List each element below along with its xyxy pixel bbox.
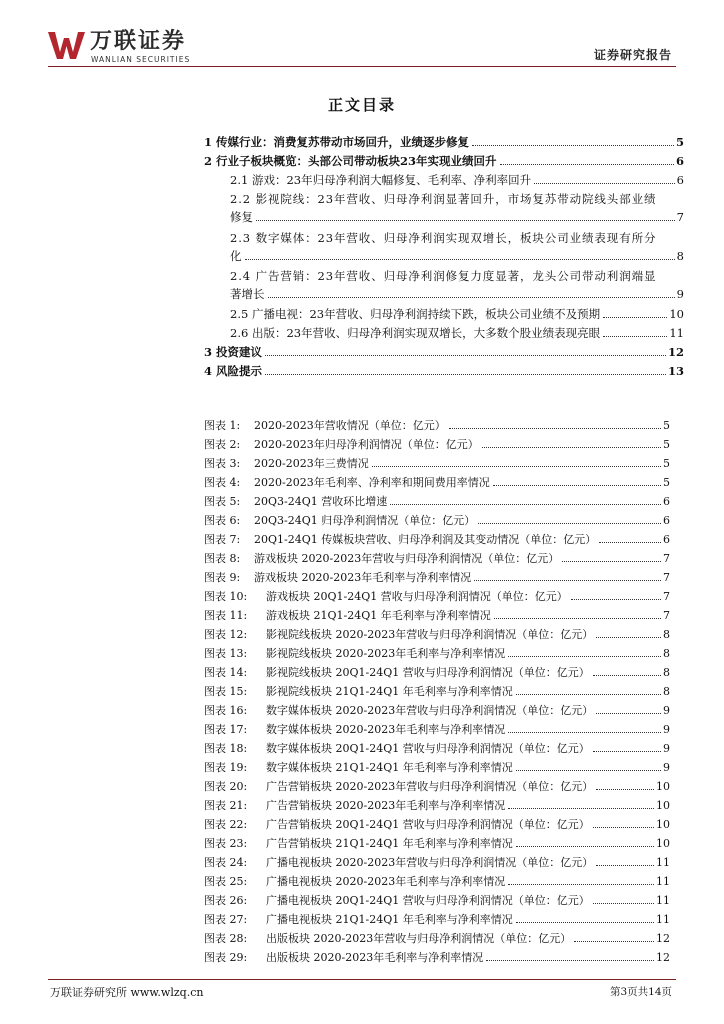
figure-label: 图表 24:: [204, 856, 248, 869]
toc-page-number: 9: [676, 287, 684, 301]
figure-page-number: 7: [663, 609, 670, 622]
figure-entry[interactable]: [204, 760, 670, 776]
figure-title: 影视院线板块 2020-2023年毛利率与净利率情况: [266, 647, 506, 660]
figure-title: 广播电视板块 2020-2023年营收与归母净利润情况（单位：亿元）: [266, 856, 594, 869]
figure-label: 图表 19:: [204, 761, 248, 774]
figure-label: 图表 23:: [204, 837, 248, 850]
figure-label: 图表 26:: [204, 894, 248, 907]
toc-entry-3[interactable]: [204, 344, 684, 360]
toc-entry-1[interactable]: [204, 134, 684, 150]
figure-label: 图表 11:: [204, 609, 248, 622]
figure-entry[interactable]: [204, 513, 670, 529]
toc-page-number: 5: [675, 135, 684, 149]
figure-label: 图表 9:: [204, 571, 241, 584]
footer-divider: [48, 979, 676, 980]
dot-leader: [516, 770, 661, 771]
dot-leader: [603, 317, 667, 318]
toc-entry-title: 出版：23年营收、归母净利润实现双增长，大多数个股业绩表现亮眼: [251, 326, 601, 340]
dot-leader: [596, 789, 654, 790]
figure-page-number: 9: [663, 761, 670, 774]
toc-page-number: 13: [667, 364, 684, 378]
figure-entry[interactable]: [204, 836, 670, 852]
figure-page-number: 6: [663, 533, 670, 546]
figure-label: 图表 15:: [204, 685, 248, 698]
figure-title: 广告营销板块 21Q1-24Q1 年毛利率与净利率情况: [266, 837, 513, 850]
dot-leader: [449, 428, 661, 429]
figure-entry[interactable]: [204, 570, 670, 586]
figure-title: 广告营销板块 20Q1-24Q1 营收与归母净利润情况（单位：亿元）: [266, 818, 590, 831]
figure-page-number: 7: [663, 590, 670, 603]
figure-label: 图表 16:: [204, 704, 248, 717]
toc-num: 2.2: [230, 192, 251, 206]
figure-label: 图表 27:: [204, 913, 248, 926]
figure-page-number: 6: [663, 495, 670, 508]
figure-entry[interactable]: [204, 912, 670, 928]
toc-num: 2.4: [230, 269, 251, 283]
toc-page-number: 6: [675, 154, 684, 168]
dot-leader: [256, 220, 675, 221]
figure-entry[interactable]: [204, 931, 670, 947]
figure-entry[interactable]: [204, 646, 670, 662]
dot-leader: [265, 374, 666, 375]
figure-page-number: 9: [663, 742, 670, 755]
figure-label: 图表 14:: [204, 666, 248, 679]
dot-leader: [390, 504, 661, 505]
figure-title: 2020-2023年归母净利润情况（单位：亿元）: [254, 438, 479, 451]
figure-title: 数字媒体板块 20Q1-24Q1 营收与归母净利润情况（单位：亿元）: [266, 742, 590, 755]
figure-entry[interactable]: [204, 551, 670, 567]
figure-label: 图表 12:: [204, 628, 248, 641]
toc-page-number: 12: [667, 345, 684, 359]
figure-entry[interactable]: [204, 722, 670, 738]
figure-page-number: 8: [663, 666, 670, 679]
toc-num: 2.1: [230, 173, 249, 187]
toc-num: 3: [204, 345, 213, 359]
toc-entry-title-line1: 数字媒体：23年营收、归母净利润实现双增长，板块公司业绩表现有所分: [255, 231, 657, 245]
dot-leader: [493, 485, 661, 486]
figure-entry[interactable]: [204, 418, 670, 434]
figure-title: 影视院线板块 21Q1-24Q1 年毛利率与净利率情况: [266, 685, 513, 698]
figure-title: 广播电视板块 20Q1-24Q1 营收与归母净利润情况（单位：亿元）: [266, 894, 590, 907]
toc-entry-2-1[interactable]: [230, 172, 684, 188]
figure-title: 2020-2023年三费情况: [254, 457, 369, 470]
figure-page-number: 11: [656, 856, 670, 869]
dot-leader: [593, 675, 661, 676]
figure-page-number: 9: [663, 723, 670, 736]
logo-english-name: WANLIAN SECURITIES: [91, 55, 191, 64]
wanlian-logo-icon: [48, 30, 86, 60]
figure-label: 图表 29:: [204, 951, 248, 964]
figure-title: 20Q3-24Q1 营收环比增速: [254, 495, 388, 508]
figure-label: 图表 7:: [204, 533, 241, 546]
figure-page-number: 7: [663, 571, 670, 584]
figure-entry[interactable]: [204, 779, 670, 795]
figure-entry[interactable]: [204, 798, 670, 814]
figure-label: 图表 17:: [204, 723, 248, 736]
dot-leader: [472, 145, 674, 146]
dot-leader: [500, 164, 674, 165]
dot-leader: [603, 336, 667, 337]
dot-leader: [599, 542, 661, 543]
figure-page-number: 11: [656, 913, 670, 926]
figure-page-number: 6: [663, 514, 670, 527]
figure-entry[interactable]: [204, 665, 670, 681]
figure-label: 图表 28:: [204, 932, 248, 945]
dot-leader: [494, 618, 661, 619]
dot-leader: [508, 884, 654, 885]
dot-leader: [593, 751, 661, 752]
dot-leader: [245, 259, 675, 260]
dot-leader: [268, 297, 675, 298]
figure-page-number: 10: [656, 799, 670, 812]
figure-title: 2020-2023年毛利率、净利率和期间费用率情况: [254, 476, 490, 489]
dot-leader: [372, 466, 661, 467]
figure-label: 图表 5:: [204, 495, 241, 508]
toc-entry-title: 游戏：23年归母净利润大幅修复、毛利率、净利率回升: [251, 173, 532, 187]
page-header: [0, 0, 724, 70]
toc-entry-2-4[interactable]: [230, 267, 684, 302]
toc-entry-title: 风险提示: [216, 364, 263, 378]
dot-leader: [478, 523, 661, 524]
figure-entry[interactable]: [204, 589, 670, 605]
toc-entry-title-line2: 修复: [230, 210, 253, 224]
figure-page-number: 8: [663, 628, 670, 641]
figure-page-number: 12: [656, 951, 670, 964]
toc-page-number: 6: [676, 173, 684, 187]
toc-entry-title-line2: 化: [230, 249, 242, 263]
figure-entry[interactable]: [204, 437, 670, 453]
figure-entry[interactable]: [204, 874, 670, 890]
figure-page-number: 5: [663, 476, 670, 489]
dot-leader: [486, 960, 654, 961]
toc-entry-title: 行业子板块概览：头部公司带动板块23年实现业绩回升: [216, 154, 497, 168]
dot-leader: [516, 922, 654, 923]
toc-page-number: 8: [676, 249, 684, 263]
dot-leader: [508, 732, 661, 733]
figure-label: 图表 22:: [204, 818, 248, 831]
figure-title: 20Q3-24Q1 归母净利润情况（单位：亿元）: [254, 514, 476, 527]
dot-leader: [508, 656, 661, 657]
toc-num: 4: [204, 364, 213, 378]
toc-entry-title-line1: 影视院线：23年营收、归母净利润显著回升，市场复苏带动院线头部业绩: [255, 192, 657, 206]
figure-title: 游戏板块 2020-2023年毛利率与净利率情况: [254, 571, 472, 584]
figure-entry[interactable]: [204, 494, 670, 510]
figure-label: 图表 2:: [204, 438, 241, 451]
toc-entry-2-5[interactable]: [230, 306, 684, 322]
figure-entry[interactable]: [204, 703, 670, 719]
figure-page-number: 5: [663, 419, 670, 432]
dot-leader: [593, 903, 654, 904]
toc-entry-2-3[interactable]: [230, 229, 684, 264]
toc-page-number: 11: [669, 326, 684, 340]
company-logo: [48, 24, 248, 64]
figure-page-number: 10: [656, 837, 670, 850]
toc-page-number: 7: [676, 210, 684, 224]
figure-label: 图表 3:: [204, 457, 241, 470]
report-type-label: 证券研究报告: [593, 48, 672, 62]
figure-title: 数字媒体板块 21Q1-24Q1 年毛利率与净利率情况: [266, 761, 513, 774]
logo-chinese-name: 万联证券: [90, 29, 187, 54]
dot-leader: [562, 561, 661, 562]
figure-title: 游戏板块 2020-2023年营收与归母净利润情况（单位：亿元）: [254, 552, 560, 565]
figure-title: 影视院线板块 2020-2023年营收与归母净利润情况（单位：亿元）: [266, 628, 594, 641]
figure-title: 广告营销板块 2020-2023年毛利率与净利率情况: [266, 799, 506, 812]
figure-page-number: 10: [656, 818, 670, 831]
dot-leader: [534, 183, 675, 184]
figure-label: 图表 4:: [204, 476, 241, 489]
toc-entry-2-2[interactable]: [230, 190, 684, 225]
figure-title: 数字媒体板块 2020-2023年毛利率与净利率情况: [266, 723, 506, 736]
dot-leader: [516, 846, 654, 847]
figure-label: 图表 25:: [204, 875, 248, 888]
figure-page-number: 11: [656, 875, 670, 888]
toc-entry-4[interactable]: [204, 363, 684, 379]
figure-page-number: 7: [663, 552, 670, 565]
figure-title: 游戏板块 20Q1-24Q1 营收与归母净利润情况（单位：亿元）: [266, 590, 568, 603]
toc-page-number: 10: [669, 307, 684, 321]
figure-page-number: 9: [663, 704, 670, 717]
figure-page-number: 5: [663, 457, 670, 470]
dot-leader: [596, 637, 661, 638]
figure-title: 广播电视板块 21Q1-24Q1 年毛利率与净利率情况: [266, 913, 513, 926]
figure-title: 广播电视板块 2020-2023年毛利率与净利率情况: [266, 875, 506, 888]
dot-leader: [596, 713, 661, 714]
figure-entry[interactable]: [204, 950, 670, 966]
figure-label: 图表 18:: [204, 742, 248, 755]
figure-label: 图表 1:: [204, 419, 241, 432]
figure-title: 2020-2023年营收情况（单位：亿元）: [254, 419, 446, 432]
figure-title: 游戏板块 21Q1-24Q1 年毛利率与净利率情况: [266, 609, 491, 622]
toc-num: 2: [204, 154, 213, 168]
toc-num: 1: [204, 135, 213, 149]
figure-entry[interactable]: [204, 684, 670, 700]
figure-entry[interactable]: [204, 627, 670, 643]
figure-label: 图表 20:: [204, 780, 248, 793]
figure-entry[interactable]: [204, 855, 670, 871]
figure-title: 出版板块 2020-2023年营收与归母净利润情况（单位：亿元）: [266, 932, 572, 945]
toc-entry-title: 广播电视：23年营收、归母净利润持续下跌，板块公司业绩不及预期: [251, 307, 601, 321]
header-divider: [48, 66, 676, 67]
dot-leader: [508, 808, 654, 809]
figure-label: 图表 8:: [204, 552, 241, 565]
figure-page-number: 12: [656, 932, 670, 945]
figure-page-number: 8: [663, 685, 670, 698]
footer-company: 万联证券研究所 www.wlzq.cn: [50, 986, 204, 999]
toc-num: 2.6: [230, 326, 249, 340]
figure-page-number: 11: [656, 894, 670, 907]
figure-label: 图表 21:: [204, 799, 248, 812]
dot-leader: [596, 865, 654, 866]
figure-page-number: 10: [656, 780, 670, 793]
figure-entry[interactable]: [204, 475, 670, 491]
toc-num: 2.3: [230, 231, 251, 245]
toc-num: 2.5: [230, 307, 249, 321]
dot-leader: [482, 447, 661, 448]
figure-title: 数字媒体板块 2020-2023年营收与归母净利润情况（单位：亿元）: [266, 704, 594, 717]
figure-title: 出版板块 2020-2023年毛利率与净利率情况: [266, 951, 484, 964]
dot-leader: [574, 941, 654, 942]
figure-entry[interactable]: [204, 456, 670, 472]
dot-leader: [516, 694, 661, 695]
figure-title: 广告营销板块 2020-2023年营收与归母净利润情况（单位：亿元）: [266, 780, 594, 793]
dot-leader: [571, 599, 661, 600]
figure-entry[interactable]: [204, 532, 670, 548]
toc-entry-2[interactable]: [204, 153, 684, 169]
toc-entry-2-6[interactable]: [230, 325, 684, 341]
dot-leader: [474, 580, 661, 581]
figure-label: 图表 6:: [204, 514, 241, 527]
figure-page-number: 8: [663, 647, 670, 660]
figure-page-number: 5: [663, 438, 670, 451]
figure-title: 影视院线板块 20Q1-24Q1 营收与归母净利润情况（单位：亿元）: [266, 666, 590, 679]
toc-entry-title-line1: 广告营销：23年营收、归母净利润修复力度显著，龙头公司带动利润端显: [255, 269, 657, 283]
toc-entry-title: 传媒行业：消费复苏带动市场回升，业绩逐步修复: [216, 135, 470, 149]
toc-entry-title: 投资建议: [216, 345, 263, 359]
figure-label: 图表 13:: [204, 647, 248, 660]
toc-entry-title-line2: 著增长: [230, 287, 265, 301]
figure-entry[interactable]: [204, 608, 670, 624]
figure-entry[interactable]: [204, 893, 670, 909]
figure-entry[interactable]: [204, 817, 670, 833]
dot-leader: [265, 355, 666, 356]
figure-title: 20Q1-24Q1 传媒板块营收、归母净利润及其变动情况（单位：亿元）: [254, 533, 597, 546]
toc-title: 正文目录: [327, 96, 396, 114]
figure-entry[interactable]: [204, 741, 670, 757]
dot-leader: [593, 827, 654, 828]
figure-label: 图表 10:: [204, 590, 248, 603]
footer-page-count: 第3页共14页: [609, 986, 672, 998]
